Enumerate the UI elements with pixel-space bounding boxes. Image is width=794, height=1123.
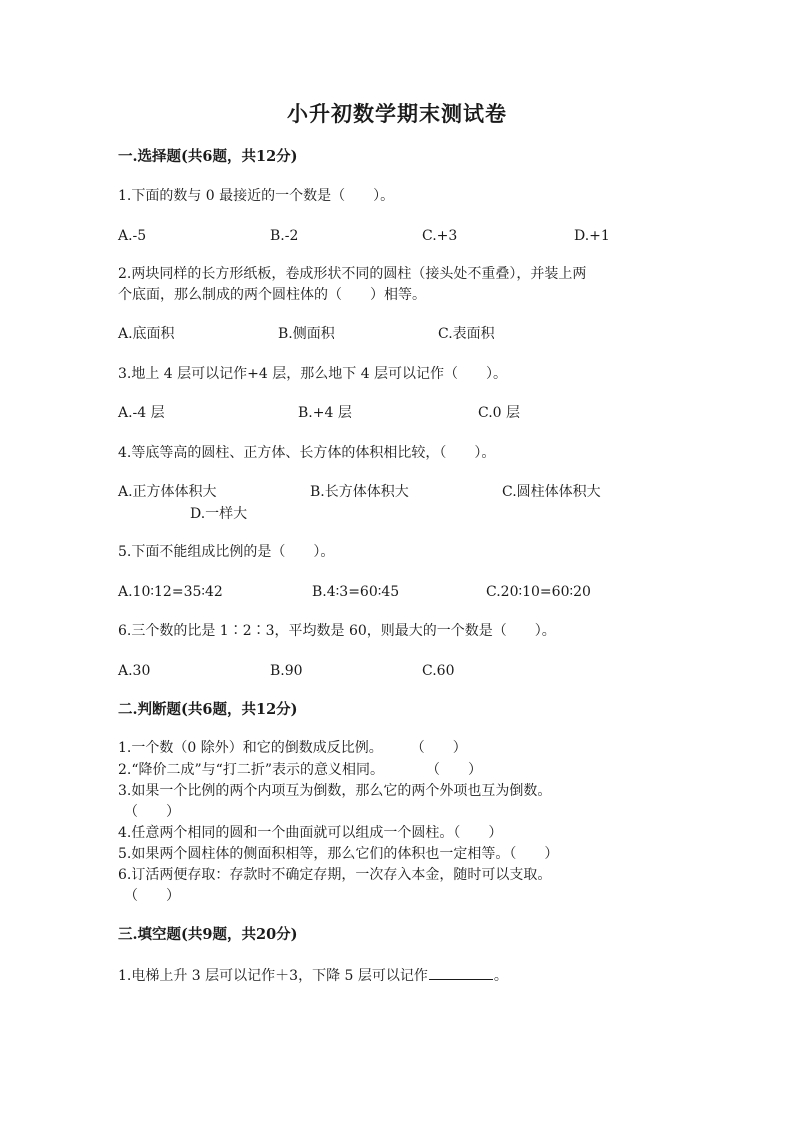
choice-question-5-option-b: B.4∶3=60∶45 bbox=[312, 584, 400, 600]
choice-question-1-stem: 1.下面的数与 0 最接近的一个数是（ ）。 bbox=[118, 188, 395, 204]
choice-question-5-option-c: C.20∶10=60∶20 bbox=[486, 584, 591, 600]
page-title: 小升初数学期末测试卷 bbox=[287, 101, 507, 126]
fill-question-1 bbox=[118, 965, 508, 986]
choice-question-1-option-a: A.-5 bbox=[118, 228, 147, 244]
judge-item-1: 1.一个数（0 除外）和它的倒数成反比例。 （ ） bbox=[118, 740, 467, 756]
choice-question-4-option-c: C.圆柱体体积大 bbox=[502, 484, 601, 500]
choice-question-6-option-b: B.90 bbox=[270, 663, 303, 679]
judge-item-4: 4.任意两个相同的圆和一个曲面就可以组成一个圆柱。（ ） bbox=[118, 825, 503, 841]
choice-question-2-option-b: B.侧面积 bbox=[278, 326, 335, 342]
judge-item-3-line1: 3.如果一个比例的两个内项互为倒数，那么它的两个外项也互为倒数。 bbox=[118, 783, 552, 799]
choice-question-2-stem-line2: 个底面，那么制成的两个圆柱体的（ ）相等。 bbox=[118, 287, 426, 303]
choice-question-2-option-a: A.底面积 bbox=[118, 326, 175, 342]
judge-item-3-bracket: （ ） bbox=[124, 804, 180, 820]
choice-question-4-option-a: A.正方体体积大 bbox=[118, 484, 217, 500]
choice-question-6-option-c: C.60 bbox=[422, 663, 455, 679]
choice-question-3-stem: 3.地上 4 层可以记作+4 层，那么地下 4 层可以记作（ ）。 bbox=[118, 366, 508, 382]
choice-question-2-option-c: C.表面积 bbox=[438, 326, 495, 342]
choice-question-3-option-b: B.+4 层 bbox=[298, 405, 352, 421]
choice-question-6-option-a: A.30 bbox=[118, 663, 151, 679]
choice-question-6-stem: 6.三个数的比是 1∶2∶3，平均数是 60，则最大的一个数是（ ）。 bbox=[118, 623, 556, 639]
judge-item-6-bracket: （ ） bbox=[124, 888, 180, 904]
choice-question-3-option-a: A.-4 层 bbox=[118, 405, 165, 421]
choice-question-1-option-b: B.-2 bbox=[270, 228, 299, 244]
choice-question-2-stem-line1: 2.两块同样的长方形纸板，卷成形状不同的圆柱（接头处不重叠），并装上两 bbox=[118, 266, 587, 282]
fill-question-1-prefix: 1.电梯上升 3 层可以记作＋3，下降 5 层可以记作 bbox=[118, 968, 428, 984]
judge-item-6-line1: 6.订活两便存取：存款时不确定存期，一次存入本金，随时可以支取。 bbox=[118, 867, 552, 883]
choice-question-5-option-a: A.10∶12=35∶42 bbox=[118, 584, 223, 600]
choice-question-3-option-c: C.0 层 bbox=[478, 405, 521, 421]
choice-question-4-stem: 4.等底等高的圆柱、正方体、长方体的体积相比较，（ ）。 bbox=[118, 445, 496, 461]
fill-blank-line[interactable] bbox=[429, 965, 493, 980]
section-heading-choice: 一.选择题(共6题，共12分) bbox=[118, 148, 298, 165]
choice-question-1-option-c: C.+3 bbox=[422, 228, 458, 244]
choice-question-4-option-d: D.一样大 bbox=[190, 506, 248, 522]
judge-item-5: 5.如果两个圆柱体的侧面积相等，那么它们的体积也一定相等。（ ） bbox=[118, 846, 559, 862]
section-heading-judge: 二.判断题(共6题，共12分) bbox=[118, 701, 298, 718]
section-heading-fill: 三.填空题(共9题，共20分) bbox=[118, 926, 298, 943]
choice-question-5-stem: 5.下面不能组成比例的是（ ）。 bbox=[118, 544, 335, 560]
choice-question-1-option-d: D.+1 bbox=[574, 228, 610, 244]
fill-question-1-suffix: 。 bbox=[493, 968, 508, 984]
choice-question-4-option-b: B.长方体体积大 bbox=[310, 484, 409, 500]
judge-item-2: 2.“降价二成”与“打二折”表示的意义相同。 （ ） bbox=[118, 762, 482, 778]
